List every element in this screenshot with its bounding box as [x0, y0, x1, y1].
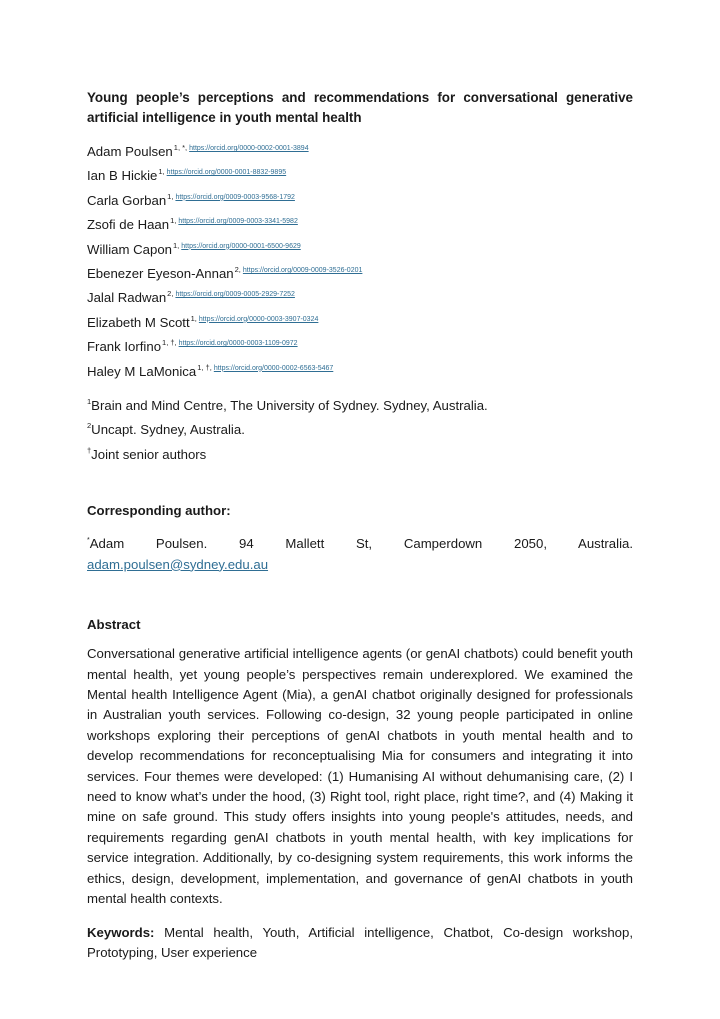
- author-affiliation-marks: 2,: [234, 265, 241, 275]
- author-name: William Capon: [87, 241, 173, 257]
- author-affiliation-marks: 1, †,: [162, 338, 177, 348]
- corresponding-email-link[interactable]: adam.poulsen@sydney.edu.au: [87, 556, 269, 572]
- author-affiliation-marks: 1,: [158, 167, 165, 177]
- corresponding-author-details: [87, 531, 633, 554]
- paper-first-page: [87, 88, 633, 977]
- author-entry: [87, 309, 633, 333]
- author-name: Haley M LaMonica: [87, 363, 197, 379]
- affiliation-text: Uncapt. Sydney, Australia.: [91, 422, 245, 438]
- keywords-text: Mental health, Youth, Artificial intelligence, Chatbot, Co-design workshop, Prototyping, User experience: [87, 924, 633, 960]
- corresponding-author-heading: Corresponding author:: [87, 503, 231, 519]
- author-name: Jalal Radwan: [87, 290, 167, 306]
- orcid-link[interactable]: https://orcid.org/0000-0002-0001-3894: [189, 145, 309, 152]
- author-entry: [87, 236, 633, 260]
- affiliation-entry: [87, 441, 633, 465]
- orcid-link[interactable]: https://orcid.org/0009-0009-3526-0201: [242, 267, 363, 275]
- orcid-link[interactable]: https://orcid.org/0009-0003-3341-5982: [178, 218, 298, 226]
- affiliation-mark: †: [87, 445, 92, 455]
- author-name: Ebenezer Eyeson-Annan: [87, 266, 234, 282]
- author-name: Zsofi de Haan: [87, 217, 170, 233]
- corresponding-author-address: Adam Poulsen. 94 Mallett St, Camperdown 2050, Australia.: [89, 536, 633, 552]
- author-affiliation-marks: 1,: [190, 313, 197, 323]
- author-affiliation-marks: 1, †,: [197, 362, 212, 372]
- author-entry: [87, 284, 633, 308]
- affiliation-text: Brain and Mind Centre, The University of Sydney. Sydney, Australia.: [91, 398, 488, 414]
- paper-title: Young people’s perceptions and recommendations for conversational generative artificial intelligence in youth mental health: [87, 90, 633, 125]
- author-name: Frank Iorfino: [87, 339, 162, 355]
- author-entry: [87, 162, 633, 186]
- author-affiliation-marks: 2,: [167, 289, 174, 299]
- orcid-link[interactable]: https://orcid.org/0009-0003-9568-1792: [175, 193, 295, 201]
- keywords: [87, 923, 633, 964]
- orcid-link[interactable]: https://orcid.org/0009-0005-2929-7252: [175, 291, 295, 299]
- author-entry: [87, 187, 633, 211]
- author-affiliation-marks: 1,: [170, 216, 177, 226]
- affiliation-mark: 2: [87, 421, 92, 431]
- affiliation-list: [87, 392, 633, 465]
- affiliation-mark: 1: [87, 397, 92, 407]
- abstract-heading: Abstract: [87, 617, 141, 633]
- author-affiliation-marks: 1,: [173, 240, 180, 250]
- author-name: Carla Gorban: [87, 192, 167, 208]
- corresponding-mark: *: [87, 537, 90, 545]
- orcid-link[interactable]: https://orcid.org/0000-0001-6500-9629: [181, 242, 301, 250]
- abstract-text: Conversational generative artificial intelligence agents (or genAI chatbots) could benefit youth mental health, yet young people’s perspectives remain underexplored. We examined the Mental health Intelligence Agent (Mia), a genAI chatbot originally designed for professionals in Australian youth services. Following co-design, 32 young people participated in online workshops exploring their perceptions of genAI chatbots in youth mental health and to develop recommendations for reconceptualising Mia for consumers and integrating it into services. Four themes were developed: (1) Humanising AI without dehumanising care, (2) I need to know what’s under the hood, (3) Right tool, right place, right time?, and (4) Making it mine on safe ground. This study offers insights into young people's attitudes, needs, and requirements regarding genAI chatbots in youth mental health, with key implications for service integration. Additionally, by co-designing system requirements, this work informs the ethics, design, development, implementation, and governance of genAI chatbots in youth mental health contexts.: [87, 646, 633, 906]
- author-entry: [87, 260, 633, 284]
- author-affiliation-marks: 1,: [167, 191, 174, 201]
- orcid-link[interactable]: https://orcid.org/0000-0002-6563-5467: [213, 364, 334, 372]
- author-entry: [87, 211, 633, 235]
- author-affiliation-marks: 1, *,: [173, 143, 188, 152]
- keywords-label: Keywords:: [87, 924, 155, 940]
- author-entry: [87, 333, 633, 357]
- orcid-link[interactable]: https://orcid.org/0000-0003-1109-0972: [178, 340, 298, 348]
- author-name: Adam Poulsen: [87, 144, 173, 159]
- author-list: [87, 138, 633, 382]
- author-name: Elizabeth M Scott: [87, 314, 190, 330]
- affiliation-entry: [87, 416, 633, 440]
- affiliation-text: Joint senior authors: [91, 446, 207, 462]
- author-name: Ian B Hickie: [87, 168, 158, 184]
- author-entry: [87, 138, 633, 162]
- orcid-link[interactable]: https://orcid.org/0000-0003-3907-0324: [198, 315, 319, 323]
- orcid-link[interactable]: https://orcid.org/0000-0001-8832-9895: [166, 169, 287, 177]
- affiliation-entry: [87, 392, 633, 416]
- author-entry: [87, 358, 633, 382]
